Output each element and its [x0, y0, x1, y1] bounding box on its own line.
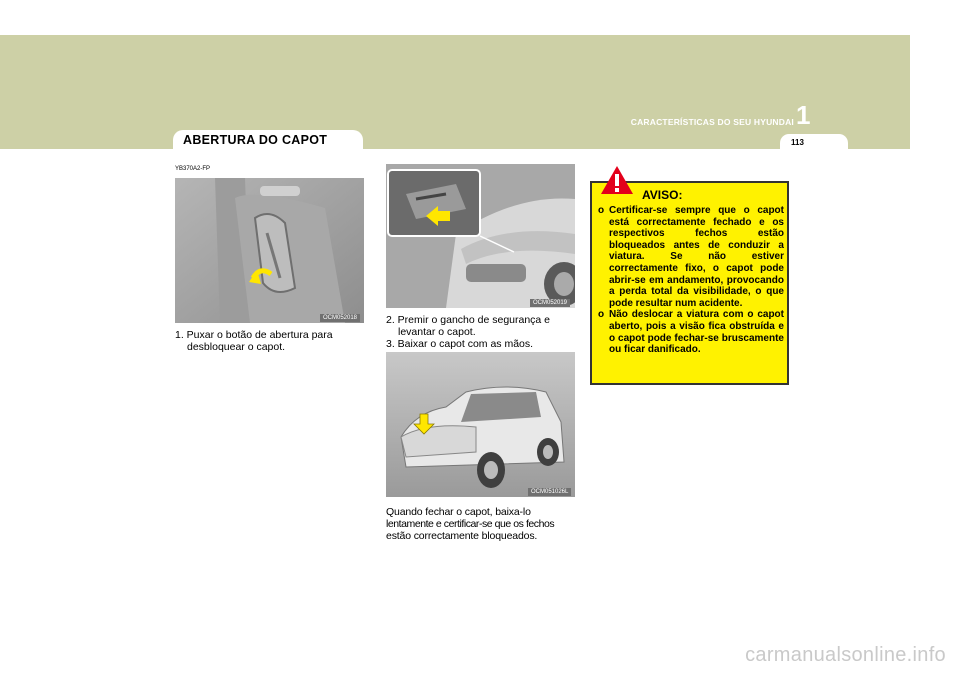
closing-line-2: lentamente e certificar-se que os fechos [386, 518, 555, 530]
safety-hook-image [386, 164, 575, 308]
bullet-marker: o [598, 205, 605, 216]
warning-box [590, 181, 789, 385]
warning-title: AVISO: [642, 188, 683, 202]
car-hood-image [386, 352, 575, 497]
image-code-2: OCM052019 [530, 299, 570, 307]
warning-list [598, 205, 784, 356]
bullet-marker: o [598, 309, 605, 321]
chapter-title: CARACTERÍSTICAS DO SEU HYUNDAI [630, 117, 794, 127]
warning-item-2-text: Não deslocar a viatura com o capot aberto, pois a visão fica obstruída e o capot pode fechar-se bruscamente ou ficar danificado. [609, 309, 784, 356]
warning-triangle-icon [600, 165, 634, 195]
section-title: ABERTURA DO CAPOT [183, 133, 328, 147]
chapter-number: 1 [796, 100, 811, 130]
page-number: 113 [791, 138, 804, 147]
image-code-1: OCM052018 [320, 314, 360, 322]
steps-2-3-text [386, 314, 576, 350]
watermark: carmanualsonline.info [745, 644, 946, 666]
warning-item [598, 205, 784, 309]
section-code: YB370A2-FP [175, 166, 211, 172]
step-1-line-1: 1. Puxar o botão de abertura para [175, 329, 333, 341]
image-code-3: OCM051026L [528, 488, 571, 496]
step-1-line-2: desbloquear o capot. [187, 341, 286, 353]
step-2-line-1: 2. Premir o gancho de segurança e [386, 314, 551, 326]
step-3: 3. Baixar o capot com as mãos. [386, 338, 534, 350]
header-band [0, 35, 910, 149]
warning-item [598, 309, 784, 355]
hood-release-image [175, 178, 364, 323]
closing-note [386, 506, 576, 542]
step-2-line-2: levantar o capot. [398, 326, 476, 338]
step-1-text [175, 329, 364, 353]
closing-line-1: Quando fechar o capot, baixa-lo [386, 506, 531, 518]
closing-line-3: estão correctamente bloqueados. [386, 530, 538, 542]
warning-item-1-text: Certificar-se sempre que o capot está correctamente fechado e os respectivos fechos estão bloqueados antes de conduzir a viatura. Se não estiver correctamente fixo, o capot pode abrir-se em andamento, provocando a perda total da visibilidade, o que pode resultar num acidente. [609, 205, 784, 309]
